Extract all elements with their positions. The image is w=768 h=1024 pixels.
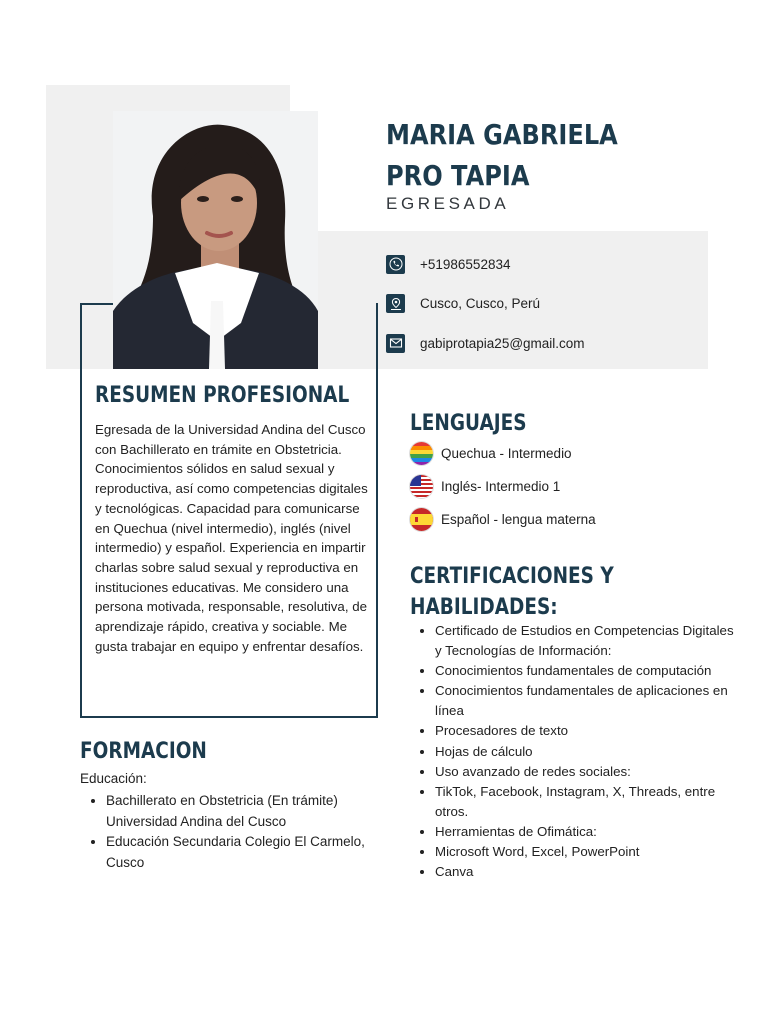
- skill-item: • Conocimientos fundamentales de aplicaciones en línea: [435, 681, 735, 721]
- language-item: [410, 507, 596, 531]
- contact-info: [386, 254, 585, 373]
- certificaciones-title-line1: CERTIFICACIONES Y: [410, 564, 614, 589]
- education-item: • Educación Secundaria Colegio El Carmelo, Cusco: [106, 832, 376, 873]
- phone-text: +51986552834: [420, 256, 511, 272]
- candidate-name-line2: PRO TAPIA: [386, 159, 530, 192]
- skill-item: • Conocimientos fundamentales de computación: [435, 661, 735, 681]
- candidate-name: [386, 114, 618, 196]
- skill-item: • Microsoft Word, Excel, PowerPoint: [435, 842, 735, 862]
- skill-item: • Canva: [435, 862, 735, 882]
- email-text: gabiprotapia25@gmail.com: [420, 335, 585, 351]
- candidate-name-line1: MARIA GABRIELA: [386, 118, 618, 151]
- location-pin-icon: [386, 294, 405, 313]
- resumen-text: Egresada de la Universidad Andina del Cusco con Bachillerato en trámite en Obstetricia. Conocimientos sólidos en salud sexual y reproductiva, así como competencias digitales y tecnológicas. Capacidad para comunicarse en Quechua (nivel intermedio), inglés (nivel intermedio) y español. Experiencia en impartir charlas sobre salud sexual y reproductiva en instituciones educativas. Me considero una persona motivada, responsable, resolutiva, de aprendizaje rápido, creativa y sociable. Me gusta trabajar en equipo y enfrentar desafíos.: [95, 422, 368, 654]
- candidate-role: EGRESADA: [386, 194, 510, 213]
- email-icon: [386, 334, 405, 353]
- contact-email[interactable]: [386, 333, 585, 353]
- skill-item: • Hojas de cálculo: [435, 742, 735, 762]
- education-list: [80, 791, 376, 873]
- skill-item: • Certificado de Estudios en Competencias Digitales y Tecnologías de Información:: [435, 621, 735, 661]
- skill-item: • Herramientas de Ofimática:: [435, 822, 735, 842]
- formacion-title: FORMACION: [80, 739, 207, 764]
- certificaciones-title-line2: HABILIDADES:: [410, 595, 558, 620]
- language-item: [410, 474, 596, 498]
- phone-icon: [386, 255, 405, 274]
- skill-item: • Uso avanzado de redes sociales:: [435, 762, 735, 782]
- certificaciones-title: [410, 561, 614, 623]
- spain-flag-icon: [410, 508, 433, 531]
- language-list: [410, 441, 596, 540]
- skill-item: • Procesadores de texto: [435, 721, 735, 741]
- contact-phone[interactable]: [386, 254, 585, 274]
- us-flag-icon: [410, 475, 433, 498]
- education-label: Educación:: [80, 771, 147, 786]
- contact-location[interactable]: [386, 294, 585, 314]
- lenguajes-title: LENGUAJES: [410, 411, 527, 436]
- language-item: [410, 441, 596, 465]
- location-text: Cusco, Cusco, Perú: [420, 296, 541, 311]
- language-text: Inglés- Intermedio 1: [441, 478, 561, 494]
- rainbow-flag-icon: [410, 442, 433, 465]
- skill-item: • TikTok, Facebook, Instagram, X, Threads, entre otros.: [435, 782, 735, 822]
- language-text: Quechua - Intermedio: [441, 445, 572, 461]
- language-text: Español - lengua materna: [441, 511, 596, 527]
- skills-list: [410, 621, 735, 882]
- resumen-title: RESUMEN PROFESIONAL: [95, 383, 350, 408]
- education-item: • Bachillerato en Obstetricia (En trámite) Universidad Andina del Cusco: [106, 791, 376, 832]
